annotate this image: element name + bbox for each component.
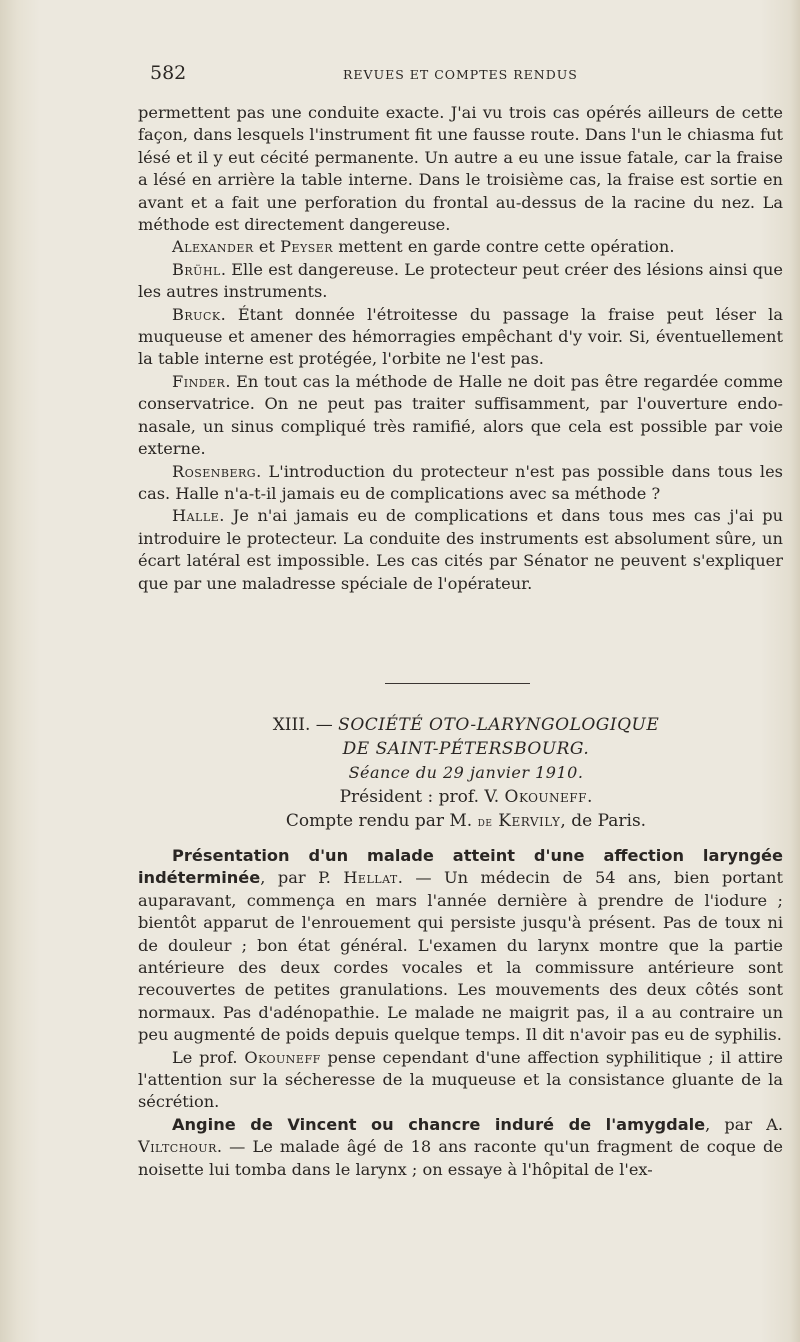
author-name: Alexander <box>172 237 254 257</box>
paragraph-continuation: permettent pas une conduite exacte. J'ai vu trois cas opérés ailleurs de cette façon, dans lesquels l'instrument fit une fausse route. Dans l'un le chiasma fut lésé et il y eut cécité permanente. Un autre a eu une issue fatale, car la fraise a lésé en arrière la table interne. Dans le troisième cas, la fraise est sortie en avant et a fait une perforation du frontal au-dessus de la racine du nez. La méthode est directement dangereuse. <box>138 103 783 235</box>
paragraph-alexander-peyser: Alexander et Peyser mettent en garde contre cette opération. <box>172 237 675 257</box>
text-block-top <box>138 102 783 595</box>
paragraph-halle: Halle. Je n'ai jamais eu de complications et dans tous mes cas j'ai pu introduire le protecteur. La conduite des instruments est absolument sûre, un écart latéral est impossible. Les cas cités par Sénator ne peuvent s'expliquer que par une maladresse spéciale de l'opérateur. <box>138 506 783 593</box>
author-name: Halle <box>172 506 220 526</box>
author-name: Finder <box>172 371 226 391</box>
section-heading <box>150 713 782 835</box>
author-name: Bruck <box>172 304 221 324</box>
compte-rendu-line: Compte rendu par M. de Kervily, de Paris. <box>285 811 647 831</box>
paragraph-bruck: Bruck. Étant donnée l'étroitesse du passage la fraise peut léser la muqueuse et amener des hémorragies empêchant d'y voir. Si, éventuellement la table interne est protégée, l'orbite ne l'est pas. <box>138 304 783 369</box>
author-name: Rosenberg <box>172 461 257 481</box>
author-name: Okouneff <box>244 1047 321 1067</box>
running-head: REVUES ET COMPTES RENDUS <box>343 67 578 82</box>
paragraph-hellat: Présentation d'un malade atteint d'une affection laryngée indéterminée, par P. Hellat. — Un médecin de 54 ans, bien portant auparavant, commença en mars l'année dernière à prendre de l'iodure ; bientôt apparut de l'enrouement qui persiste jusqu'à présent. Pas de toux ni de douleur ; bon état général. L'examen du larynx montre que la partie antérieure des deux cordes vocales et la commissure antérieure sont recouvertes de petites granulations. Les mouvements des deux côtés sont normaux. Pas d'adénopathie. Le malade ne maigrit pas, il a au contraire un peu augmenté de poids depuis quelque temps. Il dit n'avoir pas eu de syphilis. <box>138 846 783 1045</box>
paragraph-finder: Finder. En tout cas la méthode de Halle ne doit pas être regardée comme conservatrice. On ne peut pas traiter suffisamment, par l'ouverture endo-nasale, un sinus compliqué très ramifié, alors que cela est possible par voie externe. <box>138 371 783 459</box>
page-header <box>150 62 782 86</box>
paragraph-okouneff: Le prof. Okouneff pense cependant d'une affection syphilitique ; il attire l'attention sur la sécheresse de la muqueuse et la consistance gluante de la sécrétion. <box>138 1047 783 1112</box>
section-title-line1: XIII. — SOCIÉTÉ OTO-LARYNGOLOGIQUE <box>272 715 660 735</box>
section-divider <box>385 683 530 684</box>
article-title: Angine de Vincent ou chancre induré de l'amygdale <box>172 1114 706 1134</box>
article-title: Présentation d'un malade atteint d'une affection laryngée indéterminée <box>138 846 783 888</box>
section-title-line2: DE SAINT-PÉTERSBOURG. <box>342 739 590 759</box>
text-block-bottom <box>138 845 783 1181</box>
author-name: Hellat <box>343 868 398 888</box>
page-number: 582 <box>150 62 187 84</box>
paragraph-rosenberg: Rosenberg. L'introduction du protecteur n'est pas possible dans tous les cas. Halle n'a-t-il jamais eu de complications avec sa méthode ? <box>138 461 783 503</box>
seance-date: Séance du 29 janvier 1910. <box>348 763 584 782</box>
author-name: Peyser <box>280 237 334 257</box>
paragraph-bruhl: Brühl. Elle est dangereuse. Le protecteur peut créer des lésions ainsi que les autres instruments. <box>138 259 783 302</box>
president-line: Président : prof. V. Okouneff. <box>339 787 593 807</box>
author-name: Viltchour <box>138 1137 217 1157</box>
author-name: Brühl <box>172 259 221 279</box>
paragraph-viltchour: Angine de Vincent ou chancre induré de l'amygdale, par A. Viltchour. — Le malade âgé de 18 ans raconte qu'un fragment de coque de noisette lui tomba dans le larynx ; on essaye à l'hôpital de l'ex- <box>138 1114 783 1179</box>
